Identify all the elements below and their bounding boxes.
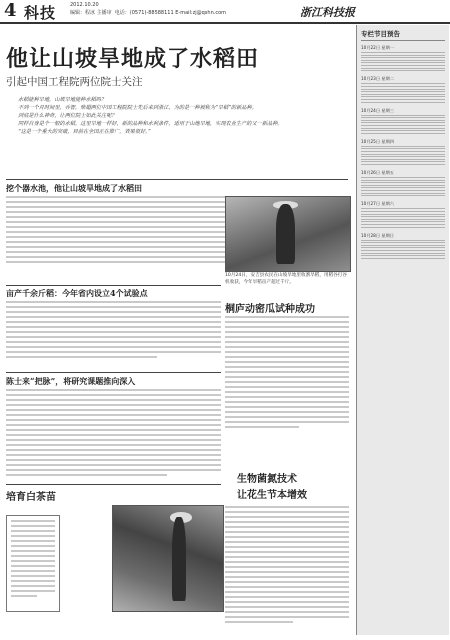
intro-paragraph: “这是一个重大的突破，目前在全国正在推广，效果很好。” bbox=[18, 129, 151, 135]
side-article-title: 生物菌氮技术 bbox=[237, 474, 297, 485]
page-number: 4 bbox=[4, 0, 17, 21]
article-subtitle: 引起中国工程院两位院士关注 bbox=[6, 76, 143, 88]
masthead-meta bbox=[70, 1, 226, 17]
side-article-text bbox=[225, 506, 349, 626]
schedule-item: 10月23日 星期二 bbox=[361, 76, 445, 102]
issue-date: 2012.10.20 bbox=[70, 2, 99, 8]
sidebar-box bbox=[6, 515, 60, 612]
section-heading: 培育白茶苗 bbox=[6, 492, 56, 503]
intro-paragraph: 不到一个月时间里，乔智，柴超两位中国工程院院士先后来到浙江，为的是一种被称为“旱稻”的新品种。 bbox=[18, 105, 257, 111]
paper-name: 浙江科技报 bbox=[300, 6, 355, 19]
schedule-item: 10月26日 星期五 bbox=[361, 170, 445, 196]
schedule-item: 10月27日 星期六 bbox=[361, 201, 445, 227]
photo-caption: 10月24日，安吉县农民在山坡旱地里收割旱稻，用稻谷打谷机收获，今年旱稻亩产超过千斤。 bbox=[225, 273, 347, 285]
field-photo bbox=[225, 196, 351, 272]
intro-paragraph: 水稻能种旱地，山坡旱地能种水稻吗？ bbox=[18, 97, 107, 103]
section-heading: 挖个器水池，他让山坡旱地成了水稻田 bbox=[6, 183, 142, 193]
divider bbox=[6, 484, 221, 485]
divider bbox=[6, 372, 221, 373]
body-text bbox=[6, 389, 221, 479]
side-article-title: 桐庐动密瓜试种成功 bbox=[225, 304, 315, 315]
schedule-item: 10月24日 星期三 bbox=[361, 108, 445, 134]
section-heading: 陈士来“把脉”，将研究课题推向深入 bbox=[6, 376, 136, 386]
side-article-text bbox=[225, 316, 349, 431]
article-title: 他让山坡旱地成了水稻田 bbox=[6, 46, 260, 72]
article-intro bbox=[6, 96, 348, 136]
editor-line: 编辑：程冰 主播审 bbox=[70, 10, 112, 16]
divider bbox=[6, 179, 348, 180]
masthead bbox=[0, 0, 450, 24]
contact-line: 电话：(0571)-88588111 E-mail:zj@qshn.com bbox=[114, 10, 227, 16]
sidebar-title: 专栏节目预告 bbox=[361, 27, 445, 41]
side-article-title: 让花生节本增效 bbox=[237, 490, 307, 501]
schedule-item: 10月22日 星期一 bbox=[361, 45, 445, 71]
tea-field-photo bbox=[112, 505, 224, 612]
body-text bbox=[6, 301, 221, 361]
schedule-item: 10月28日 星期日 bbox=[361, 233, 445, 259]
section-name: 科技 bbox=[24, 4, 57, 22]
divider bbox=[6, 285, 221, 286]
intro-paragraph: 到底是什么神奇，让两位院士如此关注呢？ bbox=[18, 113, 117, 119]
intro-paragraph: 同样自身是个一般的水稻，这里旱地一样好，新的品种和水利条件，适用于山地旱地，实现农业生产的又一新品种。 bbox=[18, 121, 283, 127]
section-heading: 亩产千余斤稻：今年省内设立4个试验点 bbox=[6, 288, 148, 298]
schedule-item: 10月25日 星期四 bbox=[361, 139, 445, 165]
sidebar-schedule bbox=[356, 25, 449, 635]
